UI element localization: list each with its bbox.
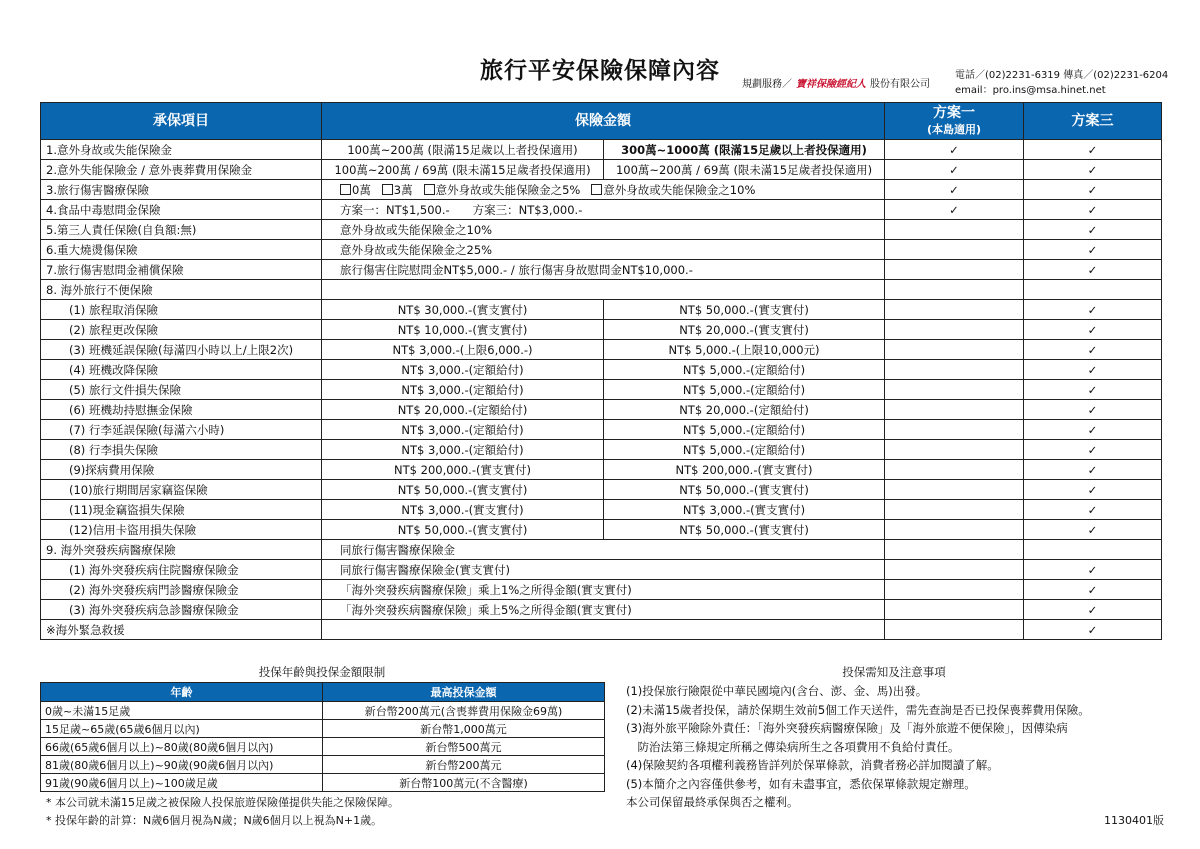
plan3-check: ✓ xyxy=(1024,440,1162,460)
plan1-empty xyxy=(885,280,1024,300)
notice-item: (2)未滿15歲者投保，請於保期生效前5個工作天送件，需先查詢是否已投保喪葬費用保險。 xyxy=(626,702,1090,717)
table-row xyxy=(41,480,1162,500)
amount-cell: NT$ 20,000.-(定額給付) xyxy=(322,400,604,420)
row-label: 6.重大燒燙傷保險 xyxy=(41,240,322,260)
max-cell: 新台幣1,000萬元 xyxy=(323,720,605,738)
table-row xyxy=(41,580,1162,600)
row-label: 1.意外身故或失能保險金 xyxy=(41,140,322,160)
plan3-check: ✓ xyxy=(1024,600,1162,620)
plan3-empty xyxy=(1024,280,1162,300)
amount-cell: 「海外突發疾病醫療保險」乘上1%之所得金額(實支實付) xyxy=(322,580,885,600)
plan1-empty xyxy=(885,360,1024,380)
medical-options: 0萬 3萬 意外身故或失能保險金之5% 意外身故或失能保險金之10% xyxy=(322,180,885,200)
row-label: (1) 旅程取消保險 xyxy=(41,300,322,320)
max-cell: 新台幣200萬元 xyxy=(323,756,605,774)
plan1-empty xyxy=(885,600,1024,620)
max-cell: 新台幣500萬元 xyxy=(323,738,605,756)
table-row xyxy=(41,460,1162,480)
row-label: (2) 旅程更改保險 xyxy=(41,320,322,340)
table-row xyxy=(41,500,1162,520)
notices-list xyxy=(626,682,1090,812)
notice-item: 本公司保留最終承保與否之權利。 xyxy=(626,795,799,809)
amount-cell: NT$ 5,000.-(定額給付) xyxy=(604,380,885,400)
table-row xyxy=(41,560,1162,580)
table-row xyxy=(41,720,605,738)
amount-cell: NT$ 50,000.-(實支實付) xyxy=(322,520,604,540)
plan1-empty xyxy=(885,540,1024,560)
amount-cell: NT$ 5,000.-(定額給付) xyxy=(604,420,885,440)
amount-cell xyxy=(322,620,885,640)
plan1-check: ✓ xyxy=(885,140,1024,160)
row-label: (12)信用卡盜用損失保險 xyxy=(41,520,322,540)
plan3-check: ✓ xyxy=(1024,340,1162,360)
table-row xyxy=(41,702,605,720)
page-title: 旅行平安保險保障內容 xyxy=(480,58,720,84)
age-header-row xyxy=(41,683,605,702)
plan3-check: ✓ xyxy=(1024,200,1162,220)
table-row xyxy=(41,220,1162,240)
amount-cell: 同旅行傷害醫療保險金 xyxy=(322,540,885,560)
row-label: (6) 班機劫持慰撫金保險 xyxy=(41,400,322,420)
table-row xyxy=(41,600,1162,620)
notice-item: (4)保險契約各項權利義務皆詳列於保單條款，消費者務必詳加閱讀了解。 xyxy=(626,758,999,772)
amount-cell: 意外身故或失能保險金之25% xyxy=(322,240,885,260)
plan1-empty xyxy=(885,580,1024,600)
amount-cell: NT$ 5,000.-(定額給付) xyxy=(604,360,885,380)
plan1-empty xyxy=(885,480,1024,500)
table-row xyxy=(41,300,1162,320)
notice-item: 防治法第三條規定所稱之傳染病所生之各項費用不負給付責任。 xyxy=(626,739,960,754)
plan1-empty xyxy=(885,440,1024,460)
plan1-empty xyxy=(885,400,1024,420)
plan3-check: ✓ xyxy=(1024,380,1162,400)
planning-label: 規劃服務／ xyxy=(742,79,792,90)
row-label: 8. 海外旅行不便保險 xyxy=(41,280,322,300)
version-label: 1130401版 xyxy=(1104,814,1164,827)
amount-cell: NT$ 3,000.-(實支實付) xyxy=(322,500,604,520)
row-label: (1) 海外突發疾病住院醫療保險金 xyxy=(41,560,322,580)
amount-cell: 100萬~200萬 / 69萬 (限未滿15足歲者投保適用) xyxy=(604,160,885,180)
header-item: 承保項目 xyxy=(41,103,322,140)
table-row xyxy=(41,260,1162,280)
plan3-check: ✓ xyxy=(1024,460,1162,480)
plan3-check: ✓ xyxy=(1024,260,1162,280)
plan1-check: ✓ xyxy=(885,200,1024,220)
row-label: 9. 海外突發疾病醫療保險 xyxy=(41,540,322,560)
amount-cell: 同旅行傷害醫療保險金(實支實付) xyxy=(322,560,885,580)
table-row xyxy=(41,540,1162,560)
table-row xyxy=(41,440,1162,460)
amount-cell: NT$ 5,000.-(定額給付) xyxy=(604,440,885,460)
plan1-empty xyxy=(885,240,1024,260)
row-label: 7.旅行傷害慰問金補償保險 xyxy=(41,260,322,280)
amount-cell: NT$ 3,000.-(上限6,000.-) xyxy=(322,340,604,360)
plan1-empty xyxy=(885,220,1024,240)
amount-cell xyxy=(322,280,885,300)
checkbox-icon[interactable] xyxy=(591,184,602,195)
plan1-empty xyxy=(885,320,1024,340)
amount-cell: NT$ 200,000.-(實支實付) xyxy=(604,460,885,480)
plan1-empty xyxy=(885,560,1024,580)
amount-cell: NT$ 200,000.-(實支實付) xyxy=(322,460,604,480)
plan3-check: ✓ xyxy=(1024,220,1162,240)
plan3-check: ✓ xyxy=(1024,480,1162,500)
max-cell: 新台幣200萬元(含喪葬費用保險金69萬) xyxy=(323,702,605,720)
amount-cell: NT$ 50,000.-(實支實付) xyxy=(604,300,885,320)
plan3-empty xyxy=(1024,540,1162,560)
checkbox-icon[interactable] xyxy=(340,184,351,195)
table-row xyxy=(41,380,1162,400)
amount-cell: 300萬~1000萬 (限滿15足歲以上者投保適用) xyxy=(604,140,885,160)
row-label: (7) 行李延誤保險(每滿六小時) xyxy=(41,420,322,440)
header-age: 年齡 xyxy=(41,683,323,702)
plan1-empty xyxy=(885,460,1024,480)
email[interactable]: email：pro.ins@msa.hinet.net xyxy=(955,85,1106,96)
amount-cell: 100萬~200萬 / 69萬 (限未滿15足歲者投保適用) xyxy=(322,160,604,180)
row-label: 2.意外失能保險金 / 意外喪葬費用保險金 xyxy=(41,160,322,180)
table-row xyxy=(41,140,1162,160)
plan1-check: ✓ xyxy=(885,160,1024,180)
amount-cell: NT$ 50,000.-(實支實付) xyxy=(322,480,604,500)
amount-cell: NT$ 3,000.-(實支實付) xyxy=(604,500,885,520)
age-section-title: 投保年齡與投保金額限制 xyxy=(258,665,386,679)
plan3-check: ✓ xyxy=(1024,360,1162,380)
company-suffix: 股份有限公司 xyxy=(870,79,930,90)
plan1-empty xyxy=(885,340,1024,360)
table-row xyxy=(41,160,1162,180)
row-label: 4.食品中毒慰問金保險 xyxy=(41,200,322,220)
notices-title: 投保需知及注意事項 xyxy=(842,665,946,679)
plan1-empty xyxy=(885,300,1024,320)
table-row xyxy=(41,320,1162,340)
plan3-check: ✓ xyxy=(1024,300,1162,320)
age-limit-table xyxy=(40,682,605,792)
plan3-check: ✓ xyxy=(1024,180,1162,200)
amount-cell: NT$ 20,000.-(實支實付) xyxy=(604,320,885,340)
row-label: 5.第三人責任保險(自負額:無) xyxy=(41,220,322,240)
table-row xyxy=(41,620,1162,640)
footnote: * 投保年齡的計算：N歲6個月視為N歲；N歲6個月以上視為N+1歲。 xyxy=(46,814,383,827)
plan1-empty xyxy=(885,500,1024,520)
row-label: (10)旅行期間居家竊盜保險 xyxy=(41,480,322,500)
table-row xyxy=(41,774,605,792)
plan3-check: ✓ xyxy=(1024,140,1162,160)
amount-cell: NT$ 20,000.-(定額給付) xyxy=(604,400,885,420)
amount-cell: 方案一：NT$1,500.- 方案三：NT$3,000.- xyxy=(322,200,885,220)
row-label: (8) 行李損失保險 xyxy=(41,440,322,460)
amount-cell: NT$ 50,000.-(實支實付) xyxy=(604,480,885,500)
amount-cell: 旅行傷害住院慰問金NT$5,000.- / 旅行傷害身故慰問金NT$10,000.- xyxy=(322,260,885,280)
age-cell: 91歲(90歲6個月以上)~100歲足歲 xyxy=(41,774,323,792)
header-amount: 保險金額 xyxy=(322,103,885,140)
age-cell: 81歲(80歲6個月以上)~90歲(90歲6個月以內) xyxy=(41,756,323,774)
table-row xyxy=(41,240,1162,260)
brand-logo: 寶祥保險經紀人 xyxy=(796,79,866,90)
checkbox-icon[interactable] xyxy=(382,184,393,195)
plan3-check: ✓ xyxy=(1024,400,1162,420)
amount-cell: 意外身故或失能保險金之10% xyxy=(322,220,885,240)
table-row xyxy=(41,756,605,774)
amount-cell: NT$ 10,000.-(實支實付) xyxy=(322,320,604,340)
header-plan1: 方案一 (本島適用) xyxy=(885,103,1024,140)
contact-info xyxy=(955,68,1168,98)
age-cell: 0歲~未滿15足歲 xyxy=(41,702,323,720)
table-row xyxy=(41,200,1162,220)
amount-cell: NT$ 5,000.-(上限10,000元) xyxy=(604,340,885,360)
row-label: (5) 旅行文件損失保險 xyxy=(41,380,322,400)
plan1-empty xyxy=(885,620,1024,640)
plan1-empty xyxy=(885,380,1024,400)
table-row xyxy=(41,180,1162,200)
coverage-table xyxy=(40,102,1162,640)
header-plan3: 方案三 xyxy=(1024,103,1162,140)
coverage-header-row xyxy=(41,103,1162,140)
amount-cell: NT$ 3,000.-(定額給付) xyxy=(322,440,604,460)
row-label: (9)探病費用保險 xyxy=(41,460,322,480)
table-row xyxy=(41,738,605,756)
row-label: (11)現金竊盜損失保險 xyxy=(41,500,322,520)
plan3-check: ✓ xyxy=(1024,620,1162,640)
plan3-check: ✓ xyxy=(1024,420,1162,440)
plan3-check: ✓ xyxy=(1024,320,1162,340)
age-cell: 66歲(65歲6個月以上)~80歲(80歲6個月以內) xyxy=(41,738,323,756)
plan3-check: ✓ xyxy=(1024,520,1162,540)
amount-cell: NT$ 3,000.-(定額給付) xyxy=(322,360,604,380)
max-cell: 新台幣100萬元(不含醫療) xyxy=(323,774,605,792)
row-label: 3.旅行傷害醫療保險 xyxy=(41,180,322,200)
amount-cell: NT$ 30,000.-(實支實付) xyxy=(322,300,604,320)
amount-cell: NT$ 50,000.-(實支實付) xyxy=(604,520,885,540)
notice-item: (5)本簡介之內容僅供參考，如有未盡事宜，悉依保單條款規定辦理。 xyxy=(626,776,976,791)
plan1-check: ✓ xyxy=(885,180,1024,200)
row-label: (3) 班機延誤保險(每滿四小時以上/上限2次) xyxy=(41,340,322,360)
table-row xyxy=(41,420,1162,440)
table-row xyxy=(41,400,1162,420)
amount-cell: 「海外突發疾病醫療保險」乘上5%之所得金額(實支實付) xyxy=(322,600,885,620)
age-cell: 15足歲~65歲(65歲6個月以內) xyxy=(41,720,323,738)
footnote: * 本公司就未滿15足歲之被保險人投保旅遊保險僅提供失能之保險保障。 xyxy=(46,796,399,809)
row-label: (4) 班機改降保險 xyxy=(41,360,322,380)
plan3-check: ✓ xyxy=(1024,500,1162,520)
notice-item: (1)投保旅行險限從中華民國境內(含台、澎、金、馬)出發。 xyxy=(626,684,928,698)
plan1-empty xyxy=(885,260,1024,280)
plan3-check: ✓ xyxy=(1024,580,1162,600)
row-label: (3) 海外突發疾病急診醫療保險金 xyxy=(41,600,322,620)
header-max: 最高投保金額 xyxy=(323,683,605,702)
plan1-empty xyxy=(885,420,1024,440)
amount-cell: 100萬~200萬 (限滿15足歲以上者投保適用) xyxy=(322,140,604,160)
notice-item: (3)海外旅平險除外責任：「海外突發疾病醫療保險」及「海外旅遊不便保險」，因傳染病 xyxy=(626,721,1068,735)
row-label: (2) 海外突發疾病門診醫療保險金 xyxy=(41,580,322,600)
amount-cell: NT$ 3,000.-(定額給付) xyxy=(322,380,604,400)
table-row xyxy=(41,340,1162,360)
company-line xyxy=(742,75,930,90)
table-row xyxy=(41,520,1162,540)
phone-fax: 電話／(02)2231-6319 傳真／(02)2231-6204 xyxy=(955,70,1169,81)
table-row xyxy=(41,360,1162,380)
amount-cell: NT$ 3,000.-(定額給付) xyxy=(322,420,604,440)
plan1-empty xyxy=(885,520,1024,540)
plan3-check: ✓ xyxy=(1024,160,1162,180)
table-row xyxy=(41,280,1162,300)
row-label: ※海外緊急救援 xyxy=(41,620,322,640)
checkbox-icon[interactable] xyxy=(424,184,435,195)
plan3-check: ✓ xyxy=(1024,560,1162,580)
plan3-check: ✓ xyxy=(1024,240,1162,260)
